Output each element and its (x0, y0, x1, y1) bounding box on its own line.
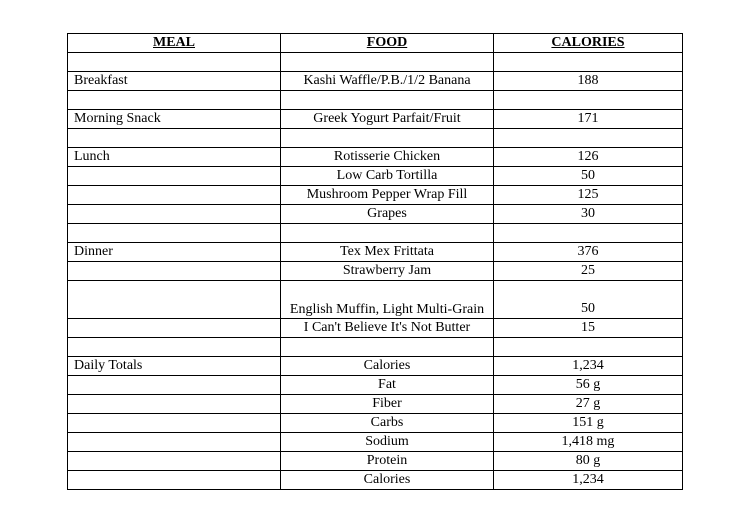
meal-cell (68, 262, 281, 281)
table-row (68, 433, 683, 452)
food-cell: Calories (281, 471, 494, 490)
table-row (68, 281, 683, 319)
empty-cell (68, 338, 281, 357)
empty-cell (281, 53, 494, 72)
spacer-row (68, 53, 683, 72)
calories-cell: 25 (494, 262, 683, 281)
food-cell: Kashi Waffle/P.B./1/2 Banana (281, 72, 494, 91)
meal-cell (68, 319, 281, 338)
calories-cell: 126 (494, 148, 683, 167)
calories-cell: 27 g (494, 395, 683, 414)
spacer-row (68, 91, 683, 110)
meal-cell (68, 376, 281, 395)
table-row (68, 167, 683, 186)
table-header (68, 34, 683, 53)
food-cell: Fat (281, 376, 494, 395)
food-cell: Rotisserie Chicken (281, 148, 494, 167)
food-cell: Sodium (281, 433, 494, 452)
table-row (68, 205, 683, 224)
meal-cell (68, 281, 281, 319)
meal-cell (68, 167, 281, 186)
food-cell: Low Carb Tortilla (281, 167, 494, 186)
food-cell: Calories (281, 357, 494, 376)
meal-cell: Dinner (68, 243, 281, 262)
calories-cell: 1,418 mg (494, 433, 683, 452)
empty-cell (68, 129, 281, 148)
table-row (68, 452, 683, 471)
calories-cell: 1,234 (494, 357, 683, 376)
empty-cell (68, 53, 281, 72)
empty-cell (494, 338, 683, 357)
food-cell: Mushroom Pepper Wrap Fill (281, 186, 494, 205)
food-cell: Grapes (281, 205, 494, 224)
meal-cell: Morning Snack (68, 110, 281, 129)
meal-cell (68, 452, 281, 471)
table-row (68, 186, 683, 205)
meal-cell (68, 186, 281, 205)
spacer-row (68, 338, 683, 357)
calories-cell: 125 (494, 186, 683, 205)
meal-cell (68, 205, 281, 224)
header-meal: MEAL (68, 34, 281, 53)
table-row (68, 319, 683, 338)
food-cell: Protein (281, 452, 494, 471)
meal-cell (68, 414, 281, 433)
meal-cell: Breakfast (68, 72, 281, 91)
calories-cell: 376 (494, 243, 683, 262)
empty-cell (281, 91, 494, 110)
calories-cell: 50 (494, 167, 683, 186)
empty-cell (281, 129, 494, 148)
header-food: FOOD (281, 34, 494, 53)
spacer-row (68, 129, 683, 148)
table-row (68, 471, 683, 490)
table-row (68, 414, 683, 433)
meal-cell: Daily Totals (68, 357, 281, 376)
food-cell: Fiber (281, 395, 494, 414)
food-cell: I Can't Believe It's Not Butter (281, 319, 494, 338)
calories-cell: 50 (494, 281, 683, 319)
table-row (68, 376, 683, 395)
calories-cell: 30 (494, 205, 683, 224)
table-row (68, 148, 683, 167)
table-body (68, 53, 683, 490)
calories-cell: 1,234 (494, 471, 683, 490)
food-cell: Carbs (281, 414, 494, 433)
empty-cell (68, 91, 281, 110)
calories-cell: 56 g (494, 376, 683, 395)
food-cell: English Muffin, Light Multi-Grain (281, 281, 494, 319)
calories-cell: 80 g (494, 452, 683, 471)
header-calories: CALORIES (494, 34, 683, 53)
meal-cell (68, 471, 281, 490)
table-row (68, 262, 683, 281)
empty-cell (494, 53, 683, 72)
calories-cell: 188 (494, 72, 683, 91)
empty-cell (281, 338, 494, 357)
spacer-row (68, 224, 683, 243)
food-cell: Tex Mex Frittata (281, 243, 494, 262)
empty-cell (68, 224, 281, 243)
table-row (68, 243, 683, 262)
calories-cell: 15 (494, 319, 683, 338)
table-row (68, 110, 683, 129)
calories-cell: 151 g (494, 414, 683, 433)
header-row (68, 34, 683, 53)
meal-cell (68, 395, 281, 414)
table-row (68, 357, 683, 376)
meal-cell (68, 433, 281, 452)
calories-cell: 171 (494, 110, 683, 129)
table-row (68, 395, 683, 414)
empty-cell (281, 224, 494, 243)
empty-cell (494, 129, 683, 148)
empty-cell (494, 91, 683, 110)
food-cell: Greek Yogurt Parfait/Fruit (281, 110, 494, 129)
table-row (68, 72, 683, 91)
empty-cell (494, 224, 683, 243)
food-cell: Strawberry Jam (281, 262, 494, 281)
meal-plan-table (67, 33, 683, 490)
meal-cell: Lunch (68, 148, 281, 167)
